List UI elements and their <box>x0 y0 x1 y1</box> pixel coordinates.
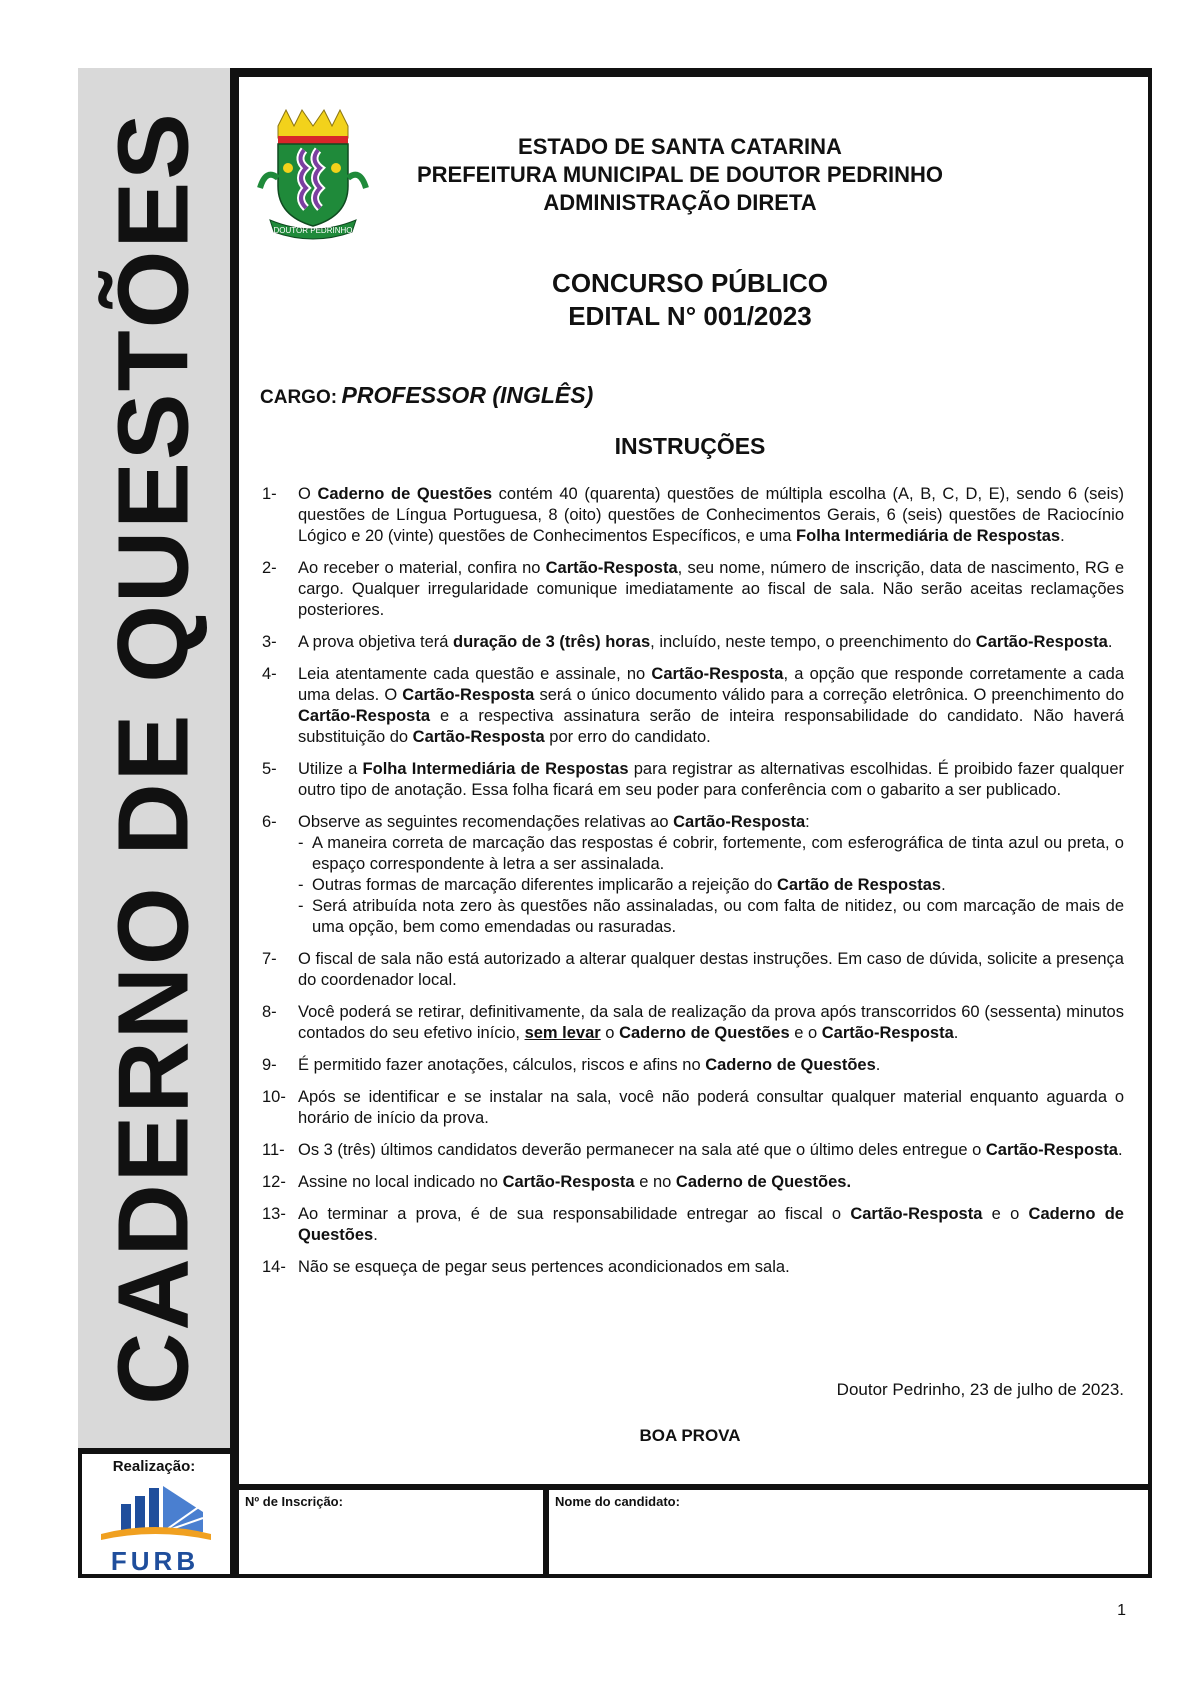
instruction-number: 9- <box>262 1056 277 1074</box>
instruction-subitem: - Será atribuída nota zero às questões não assinaladas, ou com falta de nitidez, ou com marcação de mais de uma opção, bem como emendadas ou rasuradas. <box>298 897 1124 936</box>
instruction-subitem: - A maneira correta de marcação das respostas é cobrir, fortemente, com esferográfica de tinta azul ou preta, o espaço correspondente à letra a ser assinalada. <box>298 834 1124 873</box>
edital-line: EDITAL N° 001/2023 <box>568 301 812 331</box>
page-number: 1 <box>1117 1602 1126 1619</box>
furb-logo <box>93 1482 218 1577</box>
closing: BOA PROVA <box>639 1426 741 1445</box>
municipal-crest <box>256 108 370 243</box>
realizacao-box <box>78 1448 239 1578</box>
instruction-text: Após se identificar e se instalar na sala, você não poderá consultar qualquer material enquanto aguarda o horário de início da prova. <box>298 1088 1124 1127</box>
cargo-value: PROFESSOR (INGLÊS) <box>341 382 594 408</box>
instruction-number: 6- <box>262 813 277 831</box>
instructions-title: INSTRUÇÕES <box>614 433 766 459</box>
header <box>380 133 980 217</box>
instruction-item <box>262 484 1124 547</box>
inscricao-field[interactable] <box>239 1490 549 1578</box>
instruction-item <box>262 1204 1124 1246</box>
header-state: ESTADO DE SANTA CATARINA <box>518 134 842 159</box>
instruction-text: Ao terminar a prova, é de sua responsabilidade entregar ao fiscal o Cartão-Resposta e o Caderno de Questões. <box>298 1205 1124 1244</box>
instruction-number: 1- <box>262 485 277 503</box>
instruction-item <box>262 1002 1124 1044</box>
instruction-item <box>262 1087 1124 1129</box>
instruction-text: Ao receber o material, confira no Cartão-Resposta, seu nome, número de inscrição, data de nascimento, RG e cargo. Qualquer irregularidade comunique imediatamente ao fiscal de sala. Não serão aceitas reclamações posteriores. <box>298 559 1124 619</box>
instruction-text: Você poderá se retirar, definitivamente, da sala de realização da prova após transcorridos 60 (sessenta) minutos contados do seu efetivo início, sem levar o Caderno de Questões e o Cartão-Resposta. <box>298 1003 1124 1042</box>
instruction-item <box>262 812 1124 938</box>
instruction-item <box>262 1055 1124 1076</box>
header-administracao: ADMINISTRAÇÃO DIRETA <box>543 190 817 215</box>
instruction-number: 8- <box>262 1003 277 1021</box>
instruction-number: 7- <box>262 950 277 968</box>
cargo-label: CARGO: <box>260 387 338 408</box>
instruction-item <box>262 1140 1124 1161</box>
instruction-item <box>262 664 1124 748</box>
instruction-number: 3- <box>262 633 277 651</box>
instruction-item <box>262 1257 1124 1278</box>
instruction-text: Observe as seguintes recomendações relativas ao Cartão-Resposta: - A maneira correta de marcação das respostas é cobrir, fortemente, com esferográfica de tinta azul ou preta, o espaço correspondente à letra a ser assinalada. - Outras formas de marcação diferentes implicarão a rejeição do Cartão de Respostas. - Será atribuída nota zero às questões não assinaladas, ou com falta de nitidez, ou com marcação de mais de uma opção, bem como emendadas ou rasuradas. <box>298 813 1124 936</box>
instruction-item <box>262 759 1124 801</box>
cargo <box>260 382 593 409</box>
date-line: Doutor Pedrinho, 23 de julho de 2023. <box>836 1380 1124 1399</box>
inscricao-label: Nº de Inscrição: <box>245 1494 343 1509</box>
furb-logo-text: FURB <box>110 1546 200 1576</box>
instruction-item <box>262 632 1124 653</box>
instructions-list <box>262 484 1124 1289</box>
instruction-text: Utilize a Folha Intermediária de Respostas para registrar as alternativas escolhidas. É proibido fazer qualquer outro tipo de anotação. Essa folha ficará em seu poder para conferência com o gabarito a ser publicado. <box>298 760 1124 799</box>
instruction-number: 4- <box>262 665 277 683</box>
instruction-text: É permitido fazer anotações, cálculos, riscos e afins no Caderno de Questões. <box>298 1056 881 1074</box>
instruction-number: 13- <box>262 1205 286 1223</box>
instruction-number: 14- <box>262 1258 286 1276</box>
top-border <box>239 68 1152 77</box>
nome-label: Nome do candidato: <box>555 1494 680 1509</box>
concurso-line: CONCURSO PÚBLICO <box>552 268 828 298</box>
instruction-number: 5- <box>262 760 277 778</box>
header-prefeitura: PREFEITURA MUNICIPAL DE DOUTOR PEDRINHO <box>417 162 943 187</box>
instruction-text: Leia atentamente cada questão e assinale, no Cartão-Resposta, a opção que responde corretamente a cada uma delas. O Cartão-Resposta será o único documento válido para a correção eletrônica. O preenchimento do Cartão-Resposta e a respectiva assinatura serão de inteira responsabilidade do candidato. Não haverá substituição do Cartão-Resposta por erro do candidato. <box>298 665 1124 746</box>
instruction-item <box>262 558 1124 621</box>
nome-field[interactable] <box>549 1490 1152 1578</box>
instruction-number: 10- <box>262 1088 286 1106</box>
instruction-number: 2- <box>262 559 277 577</box>
realizacao-label: Realização: <box>112 1458 196 1475</box>
sidebar-title: CADERNO DE QUESTÕES <box>97 111 210 1405</box>
instruction-text: O fiscal de sala não está autorizado a alterar qualquer destas instruções. Em caso de dúvida, solicite a presença do coordenador local. <box>298 950 1124 989</box>
instruction-text: Os 3 (três) últimos candidatos deverão permanecer na sala até que o último deles entregue o Cartão-Resposta. <box>298 1141 1123 1159</box>
instruction-item <box>262 1172 1124 1193</box>
instruction-subitem: - Outras formas de marcação diferentes implicarão a rejeição do Cartão de Respostas. <box>298 876 946 894</box>
instruction-item <box>262 949 1124 991</box>
instruction-text: Não se esqueça de pegar seus pertences acondicionados em sala. <box>298 1258 790 1276</box>
sidebar <box>78 68 239 1448</box>
instruction-number: 12- <box>262 1173 286 1191</box>
instruction-number: 11- <box>262 1141 285 1159</box>
crest-label: DOUTOR PEDRINHO <box>273 226 353 235</box>
instruction-text: O Caderno de Questões contém 40 (quarenta) questões de múltipla escolha (A, B, C, D, E), sendo 6 (seis) questões de Língua Portuguesa, 8 (oito) questões de Conhecimentos Gerais, 6 (seis) questões de Raciocínio Lógico e 20 (vinte) questões de Conhecimentos Específicos, e uma Folha Intermediária de Respostas. <box>298 485 1125 545</box>
instruction-text: Assine no local indicado no Cartão-Resposta e no Caderno de Questões. <box>298 1173 852 1191</box>
concurso-title <box>480 267 900 333</box>
instruction-text: A prova objetiva terá duração de 3 (três) horas, incluído, neste tempo, o preenchimento do Cartão-Resposta. <box>298 633 1113 651</box>
